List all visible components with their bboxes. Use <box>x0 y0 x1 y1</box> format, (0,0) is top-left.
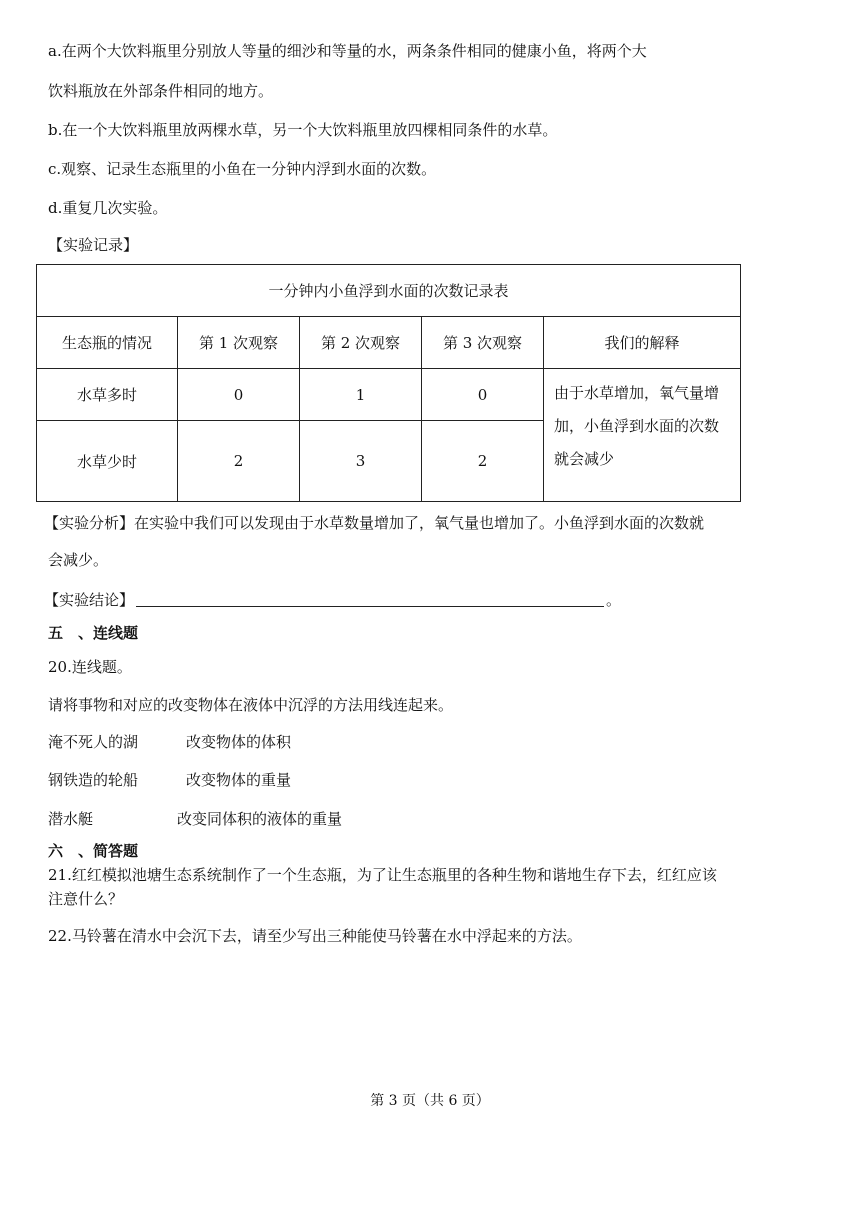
table-cell: 3 <box>300 421 422 502</box>
table-cell: 1 <box>300 369 422 421</box>
table-header: 第 2 次观察 <box>300 317 422 369</box>
row-label: 水草多时 <box>37 369 178 421</box>
question-22: 22.马铃薯在清水中会沉下去，请至少写出三种能使马铃薯在水中浮起来的方法。 <box>48 927 582 945</box>
question-21-line1: 21.红红模拟池塘生态系统制作了一个生态瓶，为了让生态瓶里的各种生物和谐地生存下去，红红应该 <box>48 866 717 884</box>
analysis-line2: 会减少。 <box>48 551 109 569</box>
explanation-cell: 由于水草增加，氧气量增加，小鱼浮到水面的次数就会减少 <box>544 369 741 502</box>
table-header: 第 3 次观察 <box>422 317 544 369</box>
match-left-item[interactable]: 钢铁造的轮船 <box>48 771 139 789</box>
table-cell: 2 <box>422 421 544 502</box>
question-20: 20.连线题。 <box>48 658 132 676</box>
step-a-line1: a.在两个大饮料瓶里分别放人等量的细沙和等量的水，两条条件相同的健康小鱼，将两个大 <box>48 42 647 60</box>
page-footer: 第 3 页（共 6 页） <box>370 1093 490 1109</box>
step-c: c.观察、记录生态瓶里的小鱼在一分钟内浮到水面的次数。 <box>48 160 437 178</box>
question-21-line2: 注意什么？ <box>48 890 124 908</box>
matching-instruction: 请将事物和对应的改变物体在液体中沉浮的方法用线连起来。 <box>48 696 454 714</box>
table-cell: 0 <box>178 369 300 421</box>
table-cell: 0 <box>422 369 544 421</box>
record-table <box>36 264 741 502</box>
conclusion <box>44 589 621 611</box>
analysis-line1: 【实验分析】在实验中我们可以发现由于水草数量增加了，氧气量也增加了。小鱼浮到水面的次数就 <box>44 514 705 532</box>
conclusion-end: 。 <box>606 591 622 609</box>
table-row <box>37 369 741 421</box>
table-header: 第 1 次观察 <box>178 317 300 369</box>
table-cell: 2 <box>178 421 300 502</box>
match-left-item[interactable]: 潜水艇 <box>48 810 94 828</box>
section-6-title: 六 、简答题 <box>48 842 139 860</box>
step-a-line2: 饮料瓶放在外部条件相同的地方。 <box>48 82 274 100</box>
match-right-item[interactable]: 改变物体的重量 <box>186 771 292 789</box>
row-label: 水草少时 <box>37 421 178 502</box>
match-right-item[interactable]: 改变同体积的液体的重量 <box>177 810 343 828</box>
match-left-item[interactable]: 淹不死人的湖 <box>48 733 139 751</box>
match-right-item[interactable]: 改变物体的体积 <box>186 733 292 751</box>
conclusion-blank[interactable] <box>136 591 604 607</box>
step-d: d.重复几次实验。 <box>48 199 168 217</box>
record-heading: 【实验记录】 <box>48 236 139 254</box>
table-header-row <box>37 317 741 369</box>
table-title: 一分钟内小鱼浮到水面的次数记录表 <box>37 265 741 317</box>
section-5-title: 五 、连线题 <box>48 624 139 642</box>
table-header: 生态瓶的情况 <box>37 317 178 369</box>
conclusion-label: 【实验结论】 <box>44 591 135 609</box>
step-b: b.在一个大饮料瓶里放两棵水草，另一个大饮料瓶里放四棵相同条件的水草。 <box>48 121 558 139</box>
table-header: 我们的解释 <box>544 317 741 369</box>
